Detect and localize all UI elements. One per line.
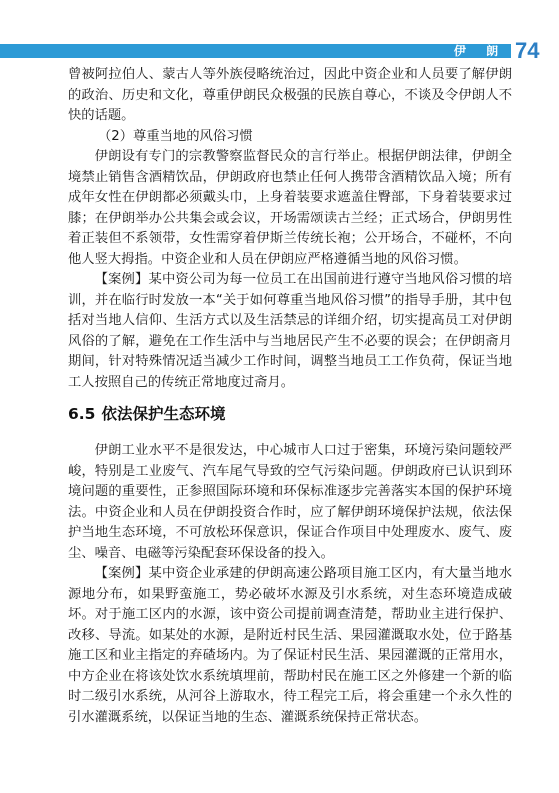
page-body [68,65,512,728]
section-number: 6.5 [68,405,96,423]
case-study-customs: 【案例】某中资公司为每一位员工在出国前进行遵守当地风俗习惯的培训，并在临行时发放一本“关于如何尊重当地风俗习惯”的指导手册，其中包括对当地人信仰、生活方式以及生活禁忌的详细介绍，切实提高员工对伊朗风俗的了解，避免在工作生活中与当地居民产生不必要的误会；在伊朗斋月期间，针对特殊情况适当减少工作时间，调整当地员工工作负荷，保证当地工人按照自己的传统正常地度过斋月。 [68,272,512,390]
page-number: 74 [515,38,540,63]
header-bar [0,44,511,58]
section-heading [68,403,512,425]
subheading-customs: （2）尊重当地的风俗习惯 [98,128,253,144]
paragraph-environment: 伊朗工业水平不是很发达，中心城市人口过于密集，环境污染问题较严峻，特别是工业废气、汽车尾气导致的空气污染问题。伊朗政府已认识到环境问题的重要性，正参照国际环境和环保标准逐步完善落实本国的保护环境法。中资企业和人员在伊朗投资合作时，应了解伊朗环境保护法规，依法保护当地生态环境，不可放松环保意识，保证合作项目中处理废水、废气、废尘、噪音、电磁等污染配套环保设备的投入。 [68,443,512,561]
case-study-environment: 【案例】某中资企业承建的伊朗高速公路项目施工区内，有大量当地水源地分布，如果野蛮施工，势必破坏水源及引水系统，对生态环境造成破坏。对于施工区内的水源，该中资公司提前调查清楚，帮助业主进行保护、改移、导流。如某处的水源，是附近村民生活、果园灌溉取水处，位于路基施工区和业主指定的弃碴场内。为了保证村民生活、果园灌溉的正常用水，中方企业在将该处饮水系统填埋前，帮助村民在施工区之外修建一个新的临时二级引水系统，从河谷上游取水，待工程完工后，将会重建一个永久性的引水灌溉系统，以保证当地的生态、灌溉系统保持正常状态。 [68,566,512,725]
paragraph-customs: 伊朗设有专门的宗教警察监督民众的言行举止。根据伊朗法律，伊朗全境禁止销售含酒精饮品，伊朗政府也禁止任何人携带含酒精饮品入境；所有成年女性在伊朗都必须戴头巾，上身着装要求遮盖住臀部，下身着装要求过膝；在伊朗举办公共集会或会议，开场需颂读古兰经；正式场合，伊朗男性着正装但不系领带，女性需穿着伊斯兰传统长袍；公开场合，不碰杯，不向他人竖大拇指。中资企业和人员在伊朗应严格遵循当地的风俗习惯。 [68,149,512,267]
running-header-title: 伊 朗 [453,44,507,58]
paragraph-continued: 曾被阿拉伯人、蒙古人等外族侵略统治过，因此中资企业和人员要了解伊朗的政治、历史和文化，尊重伊朗民众极强的民族自尊心，不谈及令伊朗人不快的话题。 [68,67,512,123]
section-title: 依法保护生态环境 [101,405,226,423]
